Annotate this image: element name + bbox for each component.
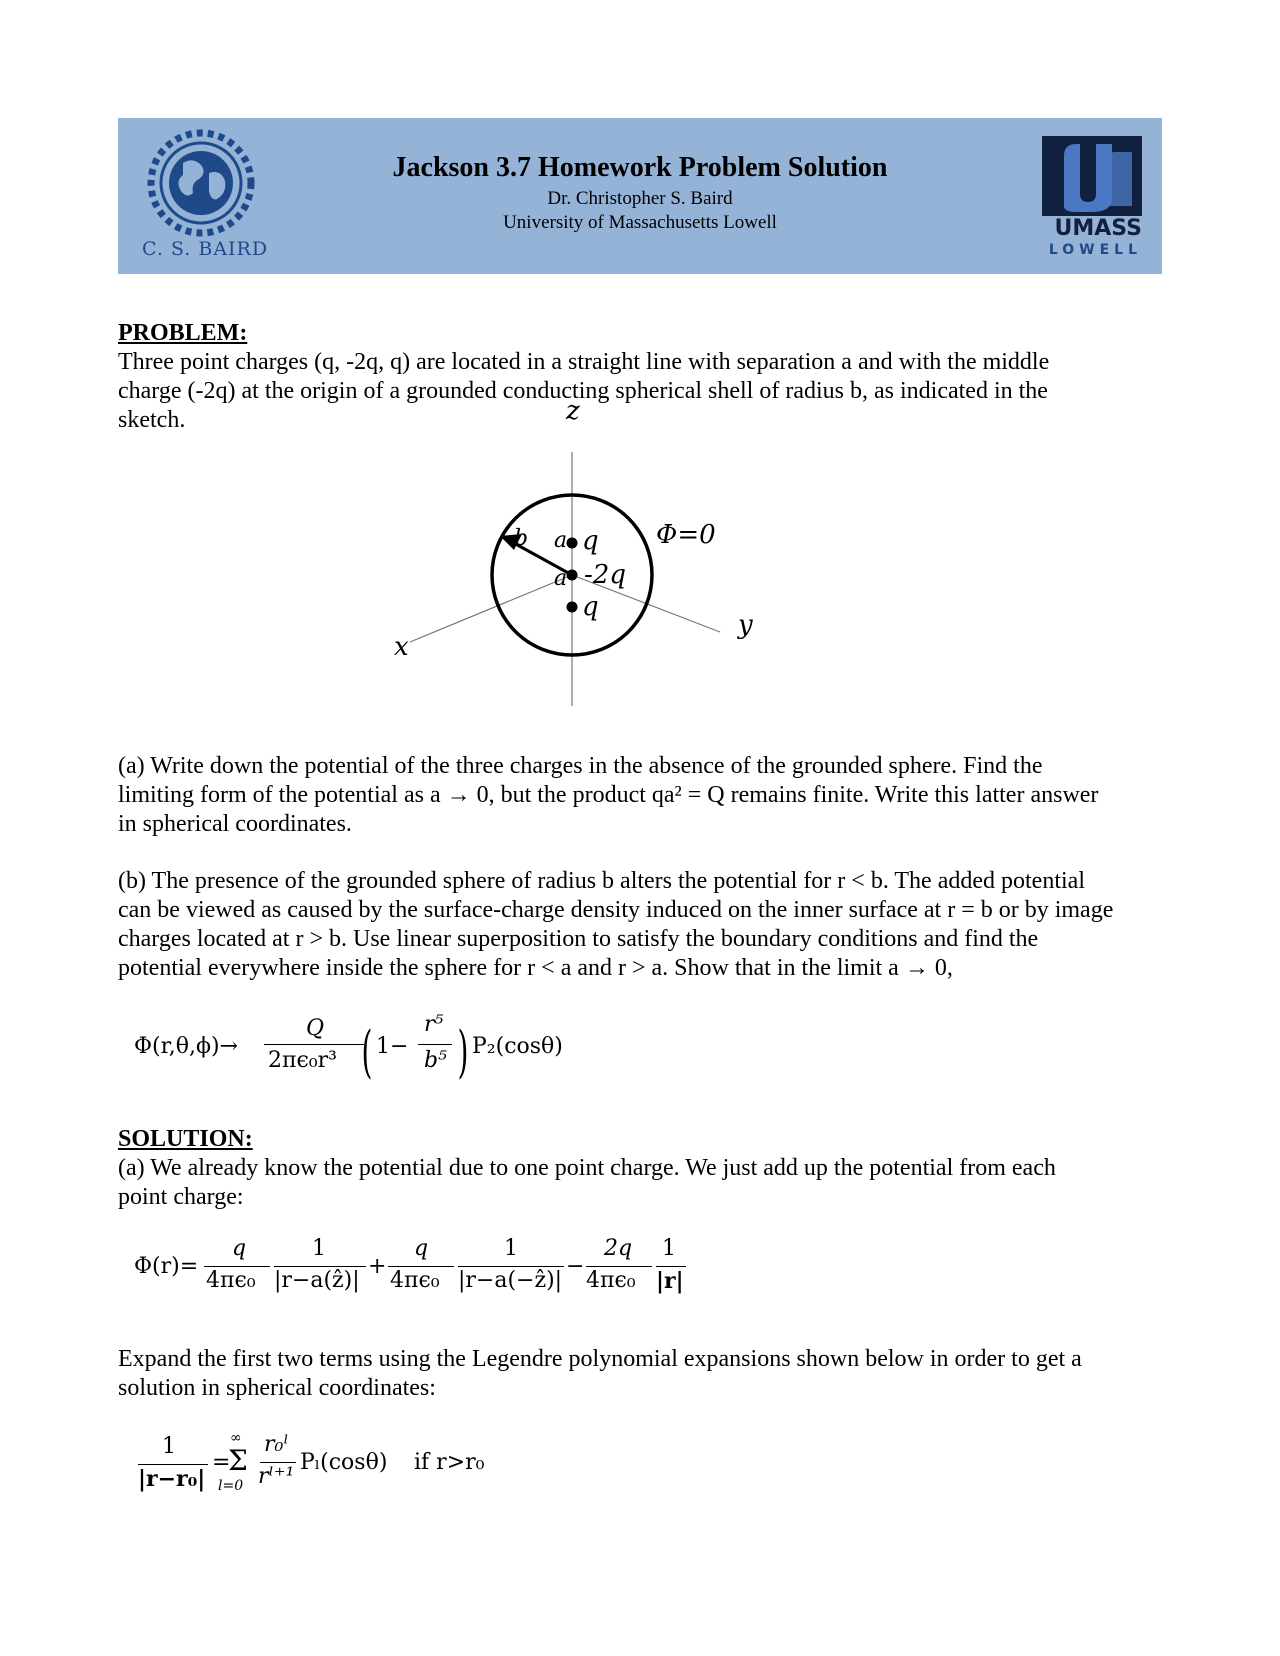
eq1-one-minus: 1− bbox=[376, 1034, 409, 1059]
eq2-minus: − bbox=[566, 1254, 585, 1279]
equation-legendre bbox=[134, 1426, 554, 1506]
eq1-fraction-bar bbox=[264, 1044, 364, 1045]
part-b-text bbox=[118, 867, 1178, 983]
problem-heading: PROBLEM: bbox=[118, 320, 248, 346]
eq1-tail: P₂(cosθ) bbox=[472, 1034, 563, 1059]
eq1-left-paren: ( bbox=[361, 1020, 373, 1085]
solution-line: point charge: bbox=[118, 1184, 244, 1210]
radius-label: b bbox=[514, 526, 529, 551]
part-a-line: in spherical coordinates. bbox=[118, 811, 352, 837]
eq2-t2-bar bbox=[388, 1266, 454, 1267]
problem-line: sketch. bbox=[118, 407, 186, 433]
eq1-den: 2πϵ₀r³ bbox=[268, 1048, 337, 1073]
equation-limit bbox=[134, 1010, 694, 1090]
charge-bottom-dot bbox=[567, 602, 578, 613]
eq2-t1-num: q bbox=[232, 1236, 247, 1261]
expand-line: Expand the first two terms using the Legendre polynomial expansions shown below in order to get a bbox=[118, 1346, 1082, 1372]
charge-bottom-label: q bbox=[582, 592, 599, 622]
eq2-t2-den: 4πϵ₀ bbox=[390, 1268, 440, 1293]
eq1-inner-bar bbox=[418, 1044, 452, 1045]
eq2-t2-bar2 bbox=[458, 1266, 564, 1267]
umass-text: UMASS bbox=[1054, 216, 1142, 241]
problem-line: Three point charges (q, -2q, q) are located in a straight line with separation a and with the middle bbox=[118, 349, 1050, 375]
eq2-lhs: Φ(r)= bbox=[134, 1254, 199, 1279]
eq3-sum-top: ∞ bbox=[230, 1430, 242, 1446]
eq3-tail: Pₗ(cosθ) bbox=[300, 1450, 388, 1475]
eq3-lhs-den: |r−r₀| bbox=[138, 1466, 206, 1492]
eq3-lhs-bar bbox=[138, 1464, 208, 1465]
part-b-line: can be viewed as caused by the surface-charge density induced on the inner surface at r = b or by image bbox=[118, 897, 1114, 923]
solution-line: (a) We already know the potential due to one point charge. We just add up the potential from each bbox=[118, 1155, 1056, 1181]
eq2-t2-den2: |r−a(−ẑ)| bbox=[458, 1268, 563, 1293]
eq2-t2-num2: 1 bbox=[504, 1236, 518, 1261]
eq3-condition: if r>r₀ bbox=[414, 1450, 485, 1475]
eq3-frac-num: r₀ˡ bbox=[264, 1432, 289, 1457]
eq2-t2-num: q bbox=[414, 1236, 429, 1261]
part-a-line: limiting form of the potential as a → 0, but the product qa² = Q remains finite. Write this latter answer bbox=[118, 782, 1099, 808]
eq3-lhs-num: 1 bbox=[162, 1434, 176, 1459]
eq2-t3-num2: 1 bbox=[662, 1236, 676, 1261]
eq3-sum: Σ bbox=[228, 1444, 248, 1477]
charge-top-dot bbox=[567, 538, 578, 549]
separation-label-bottom: a bbox=[554, 566, 568, 591]
charge-mid-label: -2q bbox=[584, 560, 626, 590]
part-a-line: (a) Write down the potential of the three charges in the absence of the grounded sphere. Find the bbox=[118, 753, 1043, 779]
header-band bbox=[118, 118, 1162, 274]
y-axis-label: y bbox=[738, 610, 753, 640]
z-axis-label: z bbox=[566, 396, 580, 426]
eq3-equals: = bbox=[212, 1450, 231, 1475]
x-axis-label: x bbox=[394, 632, 409, 662]
eq2-t3-den2: |r| bbox=[656, 1268, 684, 1294]
eq2-t3-bar bbox=[586, 1266, 652, 1267]
expand-line: solution in spherical coordinates: bbox=[118, 1375, 436, 1401]
charge-top-label: q bbox=[582, 526, 599, 556]
problem-line: charge (-2q) at the origin of a grounded conducting spherical shell of radius b, as indicated in the bbox=[118, 378, 1048, 404]
page-title: Jackson 3.7 Homework Problem Solution bbox=[392, 152, 888, 183]
charge-sketch bbox=[380, 396, 760, 710]
potential-label: Φ=0 bbox=[656, 520, 716, 550]
eq2-plus: + bbox=[368, 1254, 387, 1279]
eq2-t3-bar2 bbox=[656, 1266, 686, 1267]
eq1-num: Q bbox=[306, 1016, 325, 1041]
solution-heading: SOLUTION: bbox=[118, 1126, 253, 1152]
eq2-t3-num: 2q bbox=[604, 1236, 633, 1261]
separation-label-top: a bbox=[554, 528, 568, 553]
eq2-t1-den2: |r−a(ẑ)| bbox=[274, 1268, 360, 1293]
eq1-lhs: Φ(r,θ,ϕ)→ bbox=[134, 1034, 238, 1059]
eq2-t3-den: 4πϵ₀ bbox=[586, 1268, 636, 1293]
eq2-t1-den: 4πϵ₀ bbox=[206, 1268, 256, 1293]
solution-text bbox=[118, 1154, 1178, 1212]
eq1-inner-num: r⁵ bbox=[424, 1012, 444, 1037]
eq2-t1-num2: 1 bbox=[312, 1236, 326, 1261]
equation-potential bbox=[134, 1236, 694, 1306]
eq3-sum-bottom: l=0 bbox=[218, 1478, 244, 1494]
baird-logo-text: C. S. BAIRD bbox=[142, 238, 269, 260]
eq3-frac-den: rˡ⁺¹ bbox=[258, 1464, 295, 1489]
eq2-t1-bar2 bbox=[274, 1266, 366, 1267]
institution: University of Massachusetts Lowell bbox=[503, 212, 777, 233]
eq1-right-paren: ) bbox=[457, 1020, 469, 1085]
sketch-drawing bbox=[380, 410, 760, 710]
eq1-inner-den: b⁵ bbox=[424, 1048, 447, 1073]
expand-text bbox=[118, 1345, 1178, 1403]
eq3-frac-bar bbox=[260, 1462, 296, 1463]
part-b-line: charges located at r > b. Use linear superposition to satisfy the boundary conditions and find the bbox=[118, 926, 1039, 952]
part-b-line: (b) The presence of the grounded sphere of radius b alters the potential for r < b. The added potential bbox=[118, 868, 1085, 894]
part-b-line: potential everywhere inside the sphere for r < a and r > a. Show that in the limit a → 0, bbox=[118, 955, 953, 981]
part-a-text bbox=[118, 752, 1178, 839]
author: Dr. Christopher S. Baird bbox=[547, 188, 733, 209]
eq2-t1-bar bbox=[204, 1266, 270, 1267]
charge-mid-dot bbox=[567, 570, 578, 581]
lowell-text: LOWELL bbox=[1048, 242, 1142, 258]
